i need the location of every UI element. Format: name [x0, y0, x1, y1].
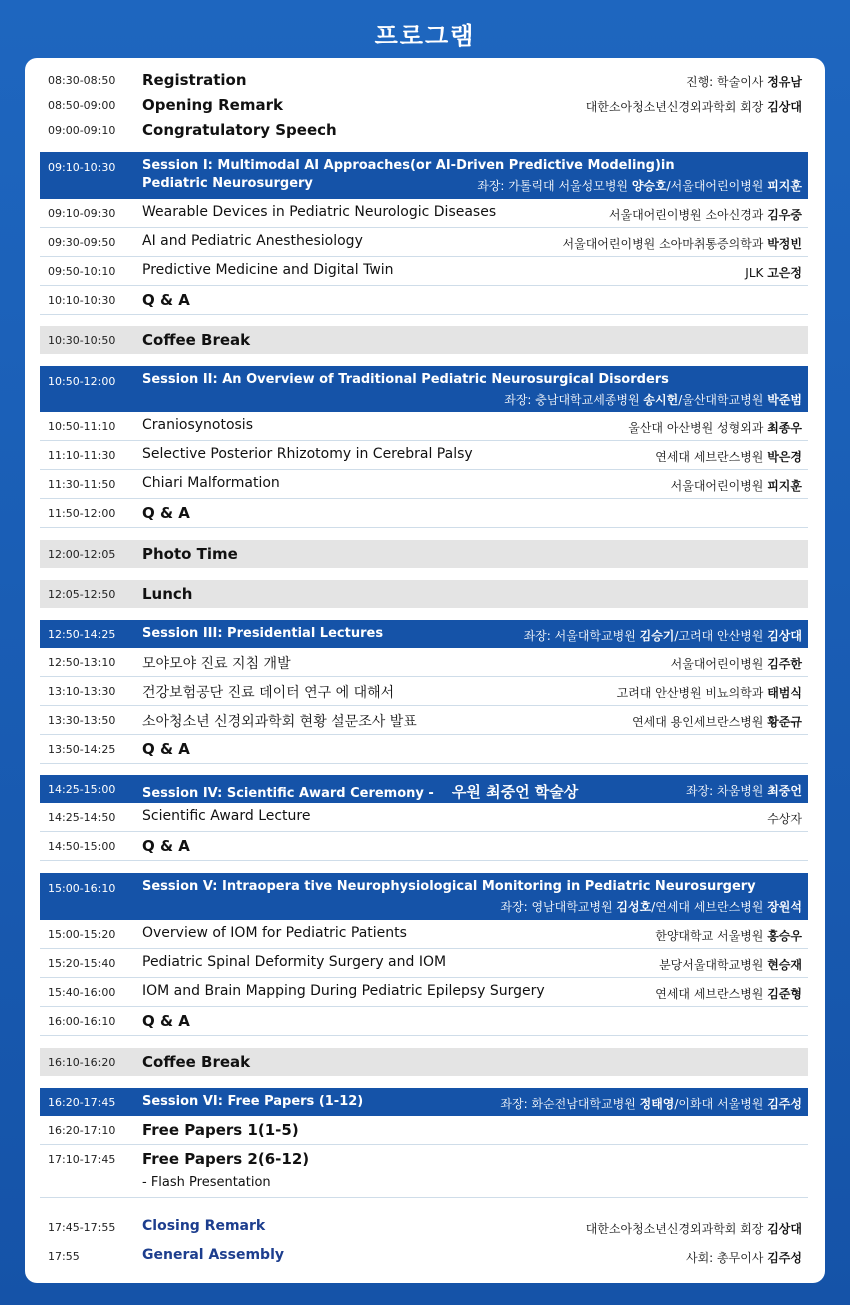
award-name: 우원 최중언 학술상	[451, 783, 579, 801]
row-title: Closing Remark	[142, 1218, 266, 1234]
row-time: 09:00-09:10	[48, 124, 116, 137]
session-header	[40, 366, 808, 412]
schedule-row	[40, 228, 808, 257]
schedule-row	[40, 949, 808, 978]
session-chair: 좌장: 충남대학교세종병원 송시헌/울산대학교병원 박준범	[504, 393, 802, 407]
session-header	[40, 1088, 808, 1116]
session-header	[40, 775, 808, 803]
row-title: Pediatric Spinal Deformity Surgery and IOM	[142, 954, 447, 970]
session-title: Session III: Presidential Lectures	[142, 626, 384, 641]
break-row	[40, 580, 808, 608]
break-row	[40, 540, 808, 568]
session-header	[40, 873, 808, 920]
row-speaker: 울산대 아산병원 성형외과 최종우	[628, 421, 802, 435]
row-speaker: 진행: 학술이사 정유남	[685, 75, 802, 89]
row-speaker: 서울대어린이병원 김주한	[670, 657, 802, 671]
row-time: 11:30-11:50	[48, 478, 116, 491]
row-title: Q & A	[142, 291, 190, 309]
row-title: Wearable Devices in Pediatric Neurologic Diseases	[142, 204, 497, 220]
row-title: Lunch	[142, 585, 193, 603]
row-time: 08:50-09:00	[48, 99, 116, 112]
row-title: Scientific Award Lecture	[142, 808, 311, 824]
row-speaker: 서울대어린이병원 피지훈	[670, 479, 802, 493]
schedule-row	[40, 920, 808, 949]
schedule-row	[40, 441, 808, 470]
row-time: 15:00-15:20	[48, 928, 116, 941]
row-time: 12:05-12:50	[48, 588, 116, 601]
row-speaker: 한양대학교 서울병원 홍승우	[655, 929, 802, 943]
row-time: 14:25-14:50	[48, 811, 116, 824]
program-schedule	[40, 62, 808, 1267]
row-time: 13:10-13:30	[48, 685, 116, 698]
row-speaker: 사회: 총무이사 김주성	[685, 1251, 802, 1265]
page-title: 프로그램	[374, 22, 476, 50]
session-chair: 좌장: 영남대학교병원 김성호/연세대 세브란스병원 장원석	[500, 900, 802, 914]
row-title: Selective Posterior Rhizotomy in Cerebral Palsy	[142, 446, 473, 462]
row-time: 11:10-11:30	[48, 449, 116, 462]
row-speaker: 대한소아청소년신경외과학회 회장 김상대	[585, 1222, 802, 1236]
row-title: 건강보험공단 진료 데이터 연구 에 대해서	[142, 685, 395, 701]
row-time: 13:50-14:25	[48, 743, 116, 756]
session-title: Session I: Multimodal AI Approaches(or AI-Driven Predictive Modeling)in	[142, 158, 675, 173]
row-speaker: 연세대 세브란스병원 김준형	[655, 987, 802, 1001]
session-title: Session V: Intraopera tive Neurophysiological Monitoring in Pediatric Neurosurgery	[142, 879, 756, 894]
schedule-row	[40, 116, 808, 152]
row-time: 08:30-08:50	[48, 74, 116, 87]
session-title: Session VI: Free Papers (1-12)	[142, 1094, 364, 1109]
row-title: General Assembly	[142, 1247, 285, 1263]
session-chair: 좌장: 차움병원 최중언	[685, 784, 802, 798]
row-subtitle: - Flash Presentation	[142, 1175, 271, 1190]
session-header	[40, 620, 808, 648]
row-time: 13:30-13:50	[48, 714, 116, 727]
row-title: 모야모야 진료 지침 개발	[142, 656, 291, 672]
session-time: 10:50-12:00	[48, 375, 116, 388]
row-title: Photo Time	[142, 545, 238, 563]
row-time: 09:10-09:30	[48, 207, 116, 220]
row-time: 12:00-12:05	[48, 548, 116, 561]
break-row	[40, 326, 808, 354]
row-time: 15:20-15:40	[48, 957, 116, 970]
session-title: Session II: An Overview of Traditional Pediatric Neurosurgical Disorders	[142, 372, 669, 387]
schedule-row	[40, 470, 808, 499]
row-time: 10:50-11:10	[48, 420, 116, 433]
row-title: Q & A	[142, 504, 190, 522]
session-time: 12:50-14:25	[48, 628, 116, 641]
row-title: Overview of IOM for Pediatric Patients	[142, 925, 407, 941]
schedule-row	[40, 1145, 808, 1198]
row-time: 11:50-12:00	[48, 507, 116, 520]
row-time: 17:45-17:55	[48, 1221, 116, 1234]
row-time: 15:40-16:00	[48, 986, 116, 999]
schedule-row	[40, 803, 808, 832]
schedule-row	[40, 677, 808, 706]
row-title: 소아청소년 신경외과학회 현황 설문조사 발표	[142, 714, 417, 730]
row-time: 14:50-15:00	[48, 840, 116, 853]
schedule-row	[40, 706, 808, 735]
session-chair: 좌장: 가톨릭대 서울성모병원 양승호/서울대어린이병원 피지훈	[477, 179, 802, 193]
row-title: AI and Pediatric Anesthesiology	[142, 233, 363, 249]
break-row	[40, 1048, 808, 1076]
schedule-row	[40, 412, 808, 441]
session-header	[40, 152, 808, 199]
schedule-row	[40, 1213, 808, 1242]
schedule-row	[40, 499, 808, 528]
schedule-row	[40, 1242, 808, 1267]
row-speaker: 분당서울대학교병원 현승재	[659, 958, 802, 972]
session-time: 16:20-17:45	[48, 1096, 116, 1109]
row-time: 17:10-17:45	[48, 1153, 116, 1166]
row-title: Free Papers 1(1-5)	[142, 1121, 299, 1139]
row-title: Q & A	[142, 1012, 190, 1030]
row-title: Predictive Medicine and Digital Twin	[142, 262, 394, 278]
schedule-row	[40, 199, 808, 228]
session-title-line2: Pediatric Neurosurgery	[142, 176, 313, 191]
row-speaker: 대한소아청소년신경외과학회 회장 김상대	[585, 100, 802, 114]
session-chair: 좌장: 서울대학교병원 김승기/고려대 안산병원 김상대	[523, 629, 802, 643]
row-time: 09:30-09:50	[48, 236, 116, 249]
schedule-row	[40, 1007, 808, 1036]
schedule-row	[40, 66, 808, 91]
session-chair: 좌장: 화순전남대학교병원 정태영/이화대 서울병원 김주성	[500, 1097, 802, 1111]
session-time: 09:10-10:30	[48, 161, 116, 174]
row-time: 10:10-10:30	[48, 294, 116, 307]
row-speaker: 서울대어린이병원 소아마취통증의학과 박정빈	[562, 237, 802, 251]
schedule-row	[40, 978, 808, 1007]
session-time: 15:00-16:10	[48, 882, 116, 895]
schedule-row	[40, 735, 808, 764]
row-time: 09:50-10:10	[48, 265, 116, 278]
row-time: 10:30-10:50	[48, 334, 116, 347]
row-title: Q & A	[142, 740, 190, 758]
session-time: 14:25-15:00	[48, 783, 116, 796]
row-title: Coffee Break	[142, 331, 251, 349]
row-title: Coffee Break	[142, 1053, 251, 1071]
row-speaker: 수상자	[767, 812, 802, 826]
row-title: Congratulatory Speech	[142, 121, 337, 139]
row-time: 17:55	[48, 1250, 80, 1263]
row-speaker: 서울대어린이병원 소아신경과 김우중	[608, 208, 802, 222]
row-title: Registration	[142, 71, 247, 89]
row-speaker: JLK 고은정	[745, 266, 802, 280]
row-title: Free Papers 2(6-12)	[142, 1150, 310, 1168]
program-card	[25, 58, 825, 1283]
row-speaker: 연세대 세브란스병원 박은경	[655, 450, 802, 464]
row-time: 16:20-17:10	[48, 1124, 116, 1137]
row-title: IOM and Brain Mapping During Pediatric Epilepsy Surgery	[142, 983, 545, 999]
row-title: Craniosynotosis	[142, 417, 253, 433]
session-title: Session IV: Scientific Award Ceremony - 우원 최중언 학술상	[142, 783, 579, 801]
row-time: 12:50-13:10	[48, 656, 116, 669]
schedule-row	[40, 832, 808, 861]
row-speaker: 고려대 안산병원 비뇨의학과 태범식	[616, 686, 802, 700]
row-title: Chiari Malformation	[142, 475, 280, 491]
schedule-row	[40, 648, 808, 677]
row-title: Opening Remark	[142, 96, 283, 114]
row-title: Q & A	[142, 837, 190, 855]
schedule-row	[40, 286, 808, 315]
row-time: 16:10-16:20	[48, 1056, 116, 1069]
schedule-row	[40, 257, 808, 286]
row-time: 16:00-16:10	[48, 1015, 116, 1028]
row-speaker: 연세대 용인세브란스병원 황준규	[632, 715, 802, 729]
schedule-row	[40, 91, 808, 116]
schedule-row	[40, 1116, 808, 1145]
